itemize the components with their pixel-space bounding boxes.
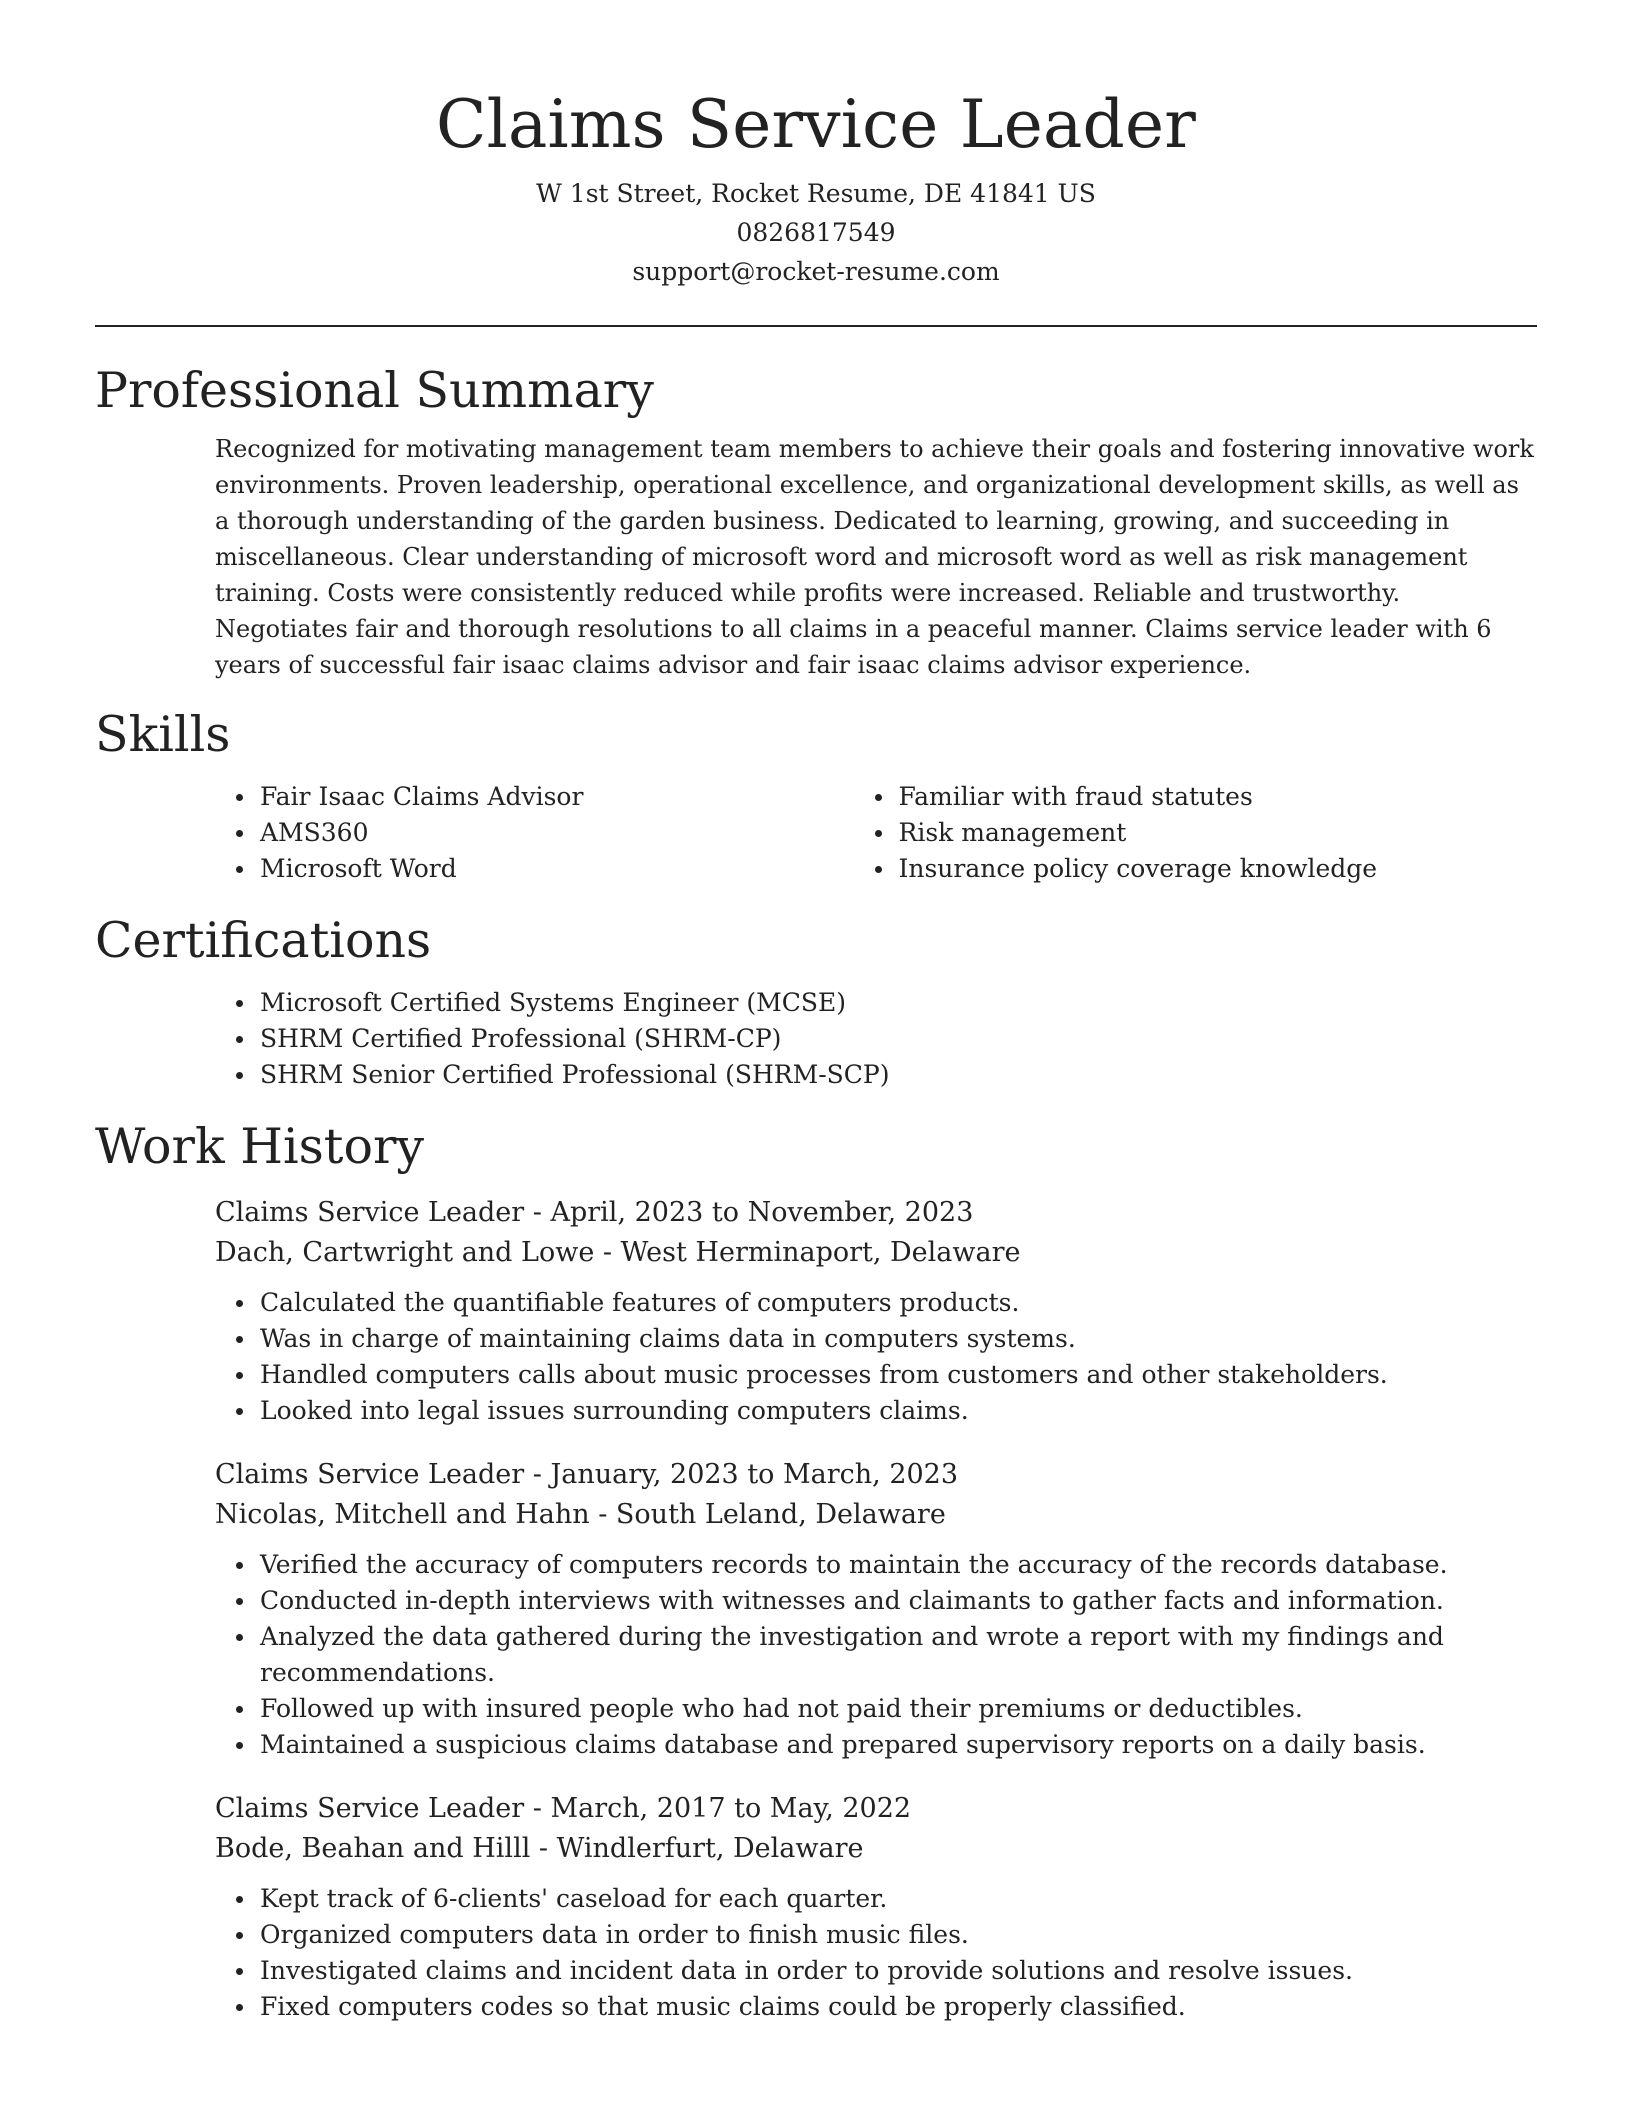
job-bullet: Followed up with insured people who had not paid their premiums or deductibles. <box>260 1691 1537 1727</box>
skill-item: AMS360 <box>260 815 899 851</box>
skill-item: Fair Isaac Claims Advisor <box>260 779 899 815</box>
skill-item: Familiar with fraud statutes <box>899 779 1538 815</box>
certifications-title: Certifications <box>95 912 432 969</box>
contact-block <box>95 174 1537 291</box>
skills-list <box>95 779 1537 887</box>
job-bullets <box>215 1285 1537 1429</box>
resume-name: Claims Service Leader <box>435 86 1196 163</box>
job-bullet: Maintained a suspicious claims database and prepared supervisory reports on a daily basis. <box>260 1727 1537 1763</box>
certification-item: Microsoft Certified Systems Engineer (MCSE) <box>260 985 1537 1021</box>
job-entry <box>215 1193 1537 1429</box>
resume-header <box>95 0 1537 291</box>
skills-column-left <box>260 779 899 887</box>
summary-text: Recognized for motivating management team members to achieve their goals and fostering innovative work environments. Proven leadership, operational excellence, and organizational development skills, as well as a thorough understanding of the garden business. Dedicated to learning, growing, and succeeding in miscellaneous. Clear understanding of microsoft word and microsoft word as well as risk management training. Costs were consistently reduced while profits were increased. Reliable and trustworthy. Negotiates fair and thorough resolutions to all claims in a peaceful manner. Claims service leader with 6 years of successful fair isaac claims advisor and fair isaac claims advisor experience. <box>215 435 1534 679</box>
job-bullet: Looked into legal issues surrounding computers claims. <box>260 1393 1537 1429</box>
skills-column-right <box>899 779 1538 887</box>
skills-title: Skills <box>95 706 231 763</box>
job-bullets <box>215 1881 1537 2025</box>
header-divider <box>95 325 1537 327</box>
job-entry <box>215 1455 1537 1763</box>
job-entry <box>215 1789 1537 2025</box>
job-company-location: Bode, Beahan and Hilll - Windlerfurt, Delaware <box>215 1833 864 1864</box>
address: W 1st Street, Rocket Resume, DE 41841 US <box>536 179 1096 208</box>
skill-item: Microsoft Word <box>260 851 899 887</box>
job-company-location: Dach, Cartwright and Lowe - West Herminaport, Delaware <box>215 1237 1021 1268</box>
job-role-dates: Claims Service Leader - April, 2023 to November, 2023 <box>215 1197 974 1228</box>
job-role-dates: Claims Service Leader - March, 2017 to May, 2022 <box>215 1793 912 1824</box>
skill-item: Risk management <box>899 815 1538 851</box>
job-bullet: Was in charge of maintaining claims data in computers systems. <box>260 1321 1537 1357</box>
job-bullet: Kept track of 6-clients' caseload for each quarter. <box>260 1881 1537 1917</box>
job-company-location: Nicolas, Mitchell and Hahn - South Leland, Delaware <box>215 1499 946 1530</box>
work-history-title: Work History <box>95 1118 425 1175</box>
summary-title: Professional Summary <box>95 362 654 419</box>
job-bullets <box>215 1547 1537 1763</box>
job-role-dates: Claims Service Leader - January, 2023 to March, 2023 <box>215 1459 959 1490</box>
skill-item: Insurance policy coverage knowledge <box>899 851 1538 887</box>
job-bullet: Conducted in-depth interviews with witnesses and claimants to gather facts and information. <box>260 1583 1537 1619</box>
phone: 0826817549 <box>736 218 896 247</box>
email: support@rocket-resume.com <box>632 257 1000 286</box>
job-bullet: Organized computers data in order to finish music files. <box>260 1917 1537 1953</box>
job-bullet: Verified the accuracy of computers records to maintain the accuracy of the records database. <box>260 1547 1537 1583</box>
job-bullet: Analyzed the data gathered during the investigation and wrote a report with my findings and recommendations. <box>260 1619 1537 1691</box>
job-bullet: Handled computers calls about music processes from customers and other stakeholders. <box>260 1357 1537 1393</box>
certification-item: SHRM Senior Certified Professional (SHRM-SCP) <box>260 1057 1537 1093</box>
job-bullet: Calculated the quantifiable features of computers products. <box>260 1285 1537 1321</box>
certifications-list <box>95 985 1537 1093</box>
job-bullet: Investigated claims and incident data in order to provide solutions and resolve issues. <box>260 1953 1537 1989</box>
certification-item: SHRM Certified Professional (SHRM-CP) <box>260 1021 1537 1057</box>
job-bullet: Fixed computers codes so that music claims could be properly classified. <box>260 1989 1537 2025</box>
